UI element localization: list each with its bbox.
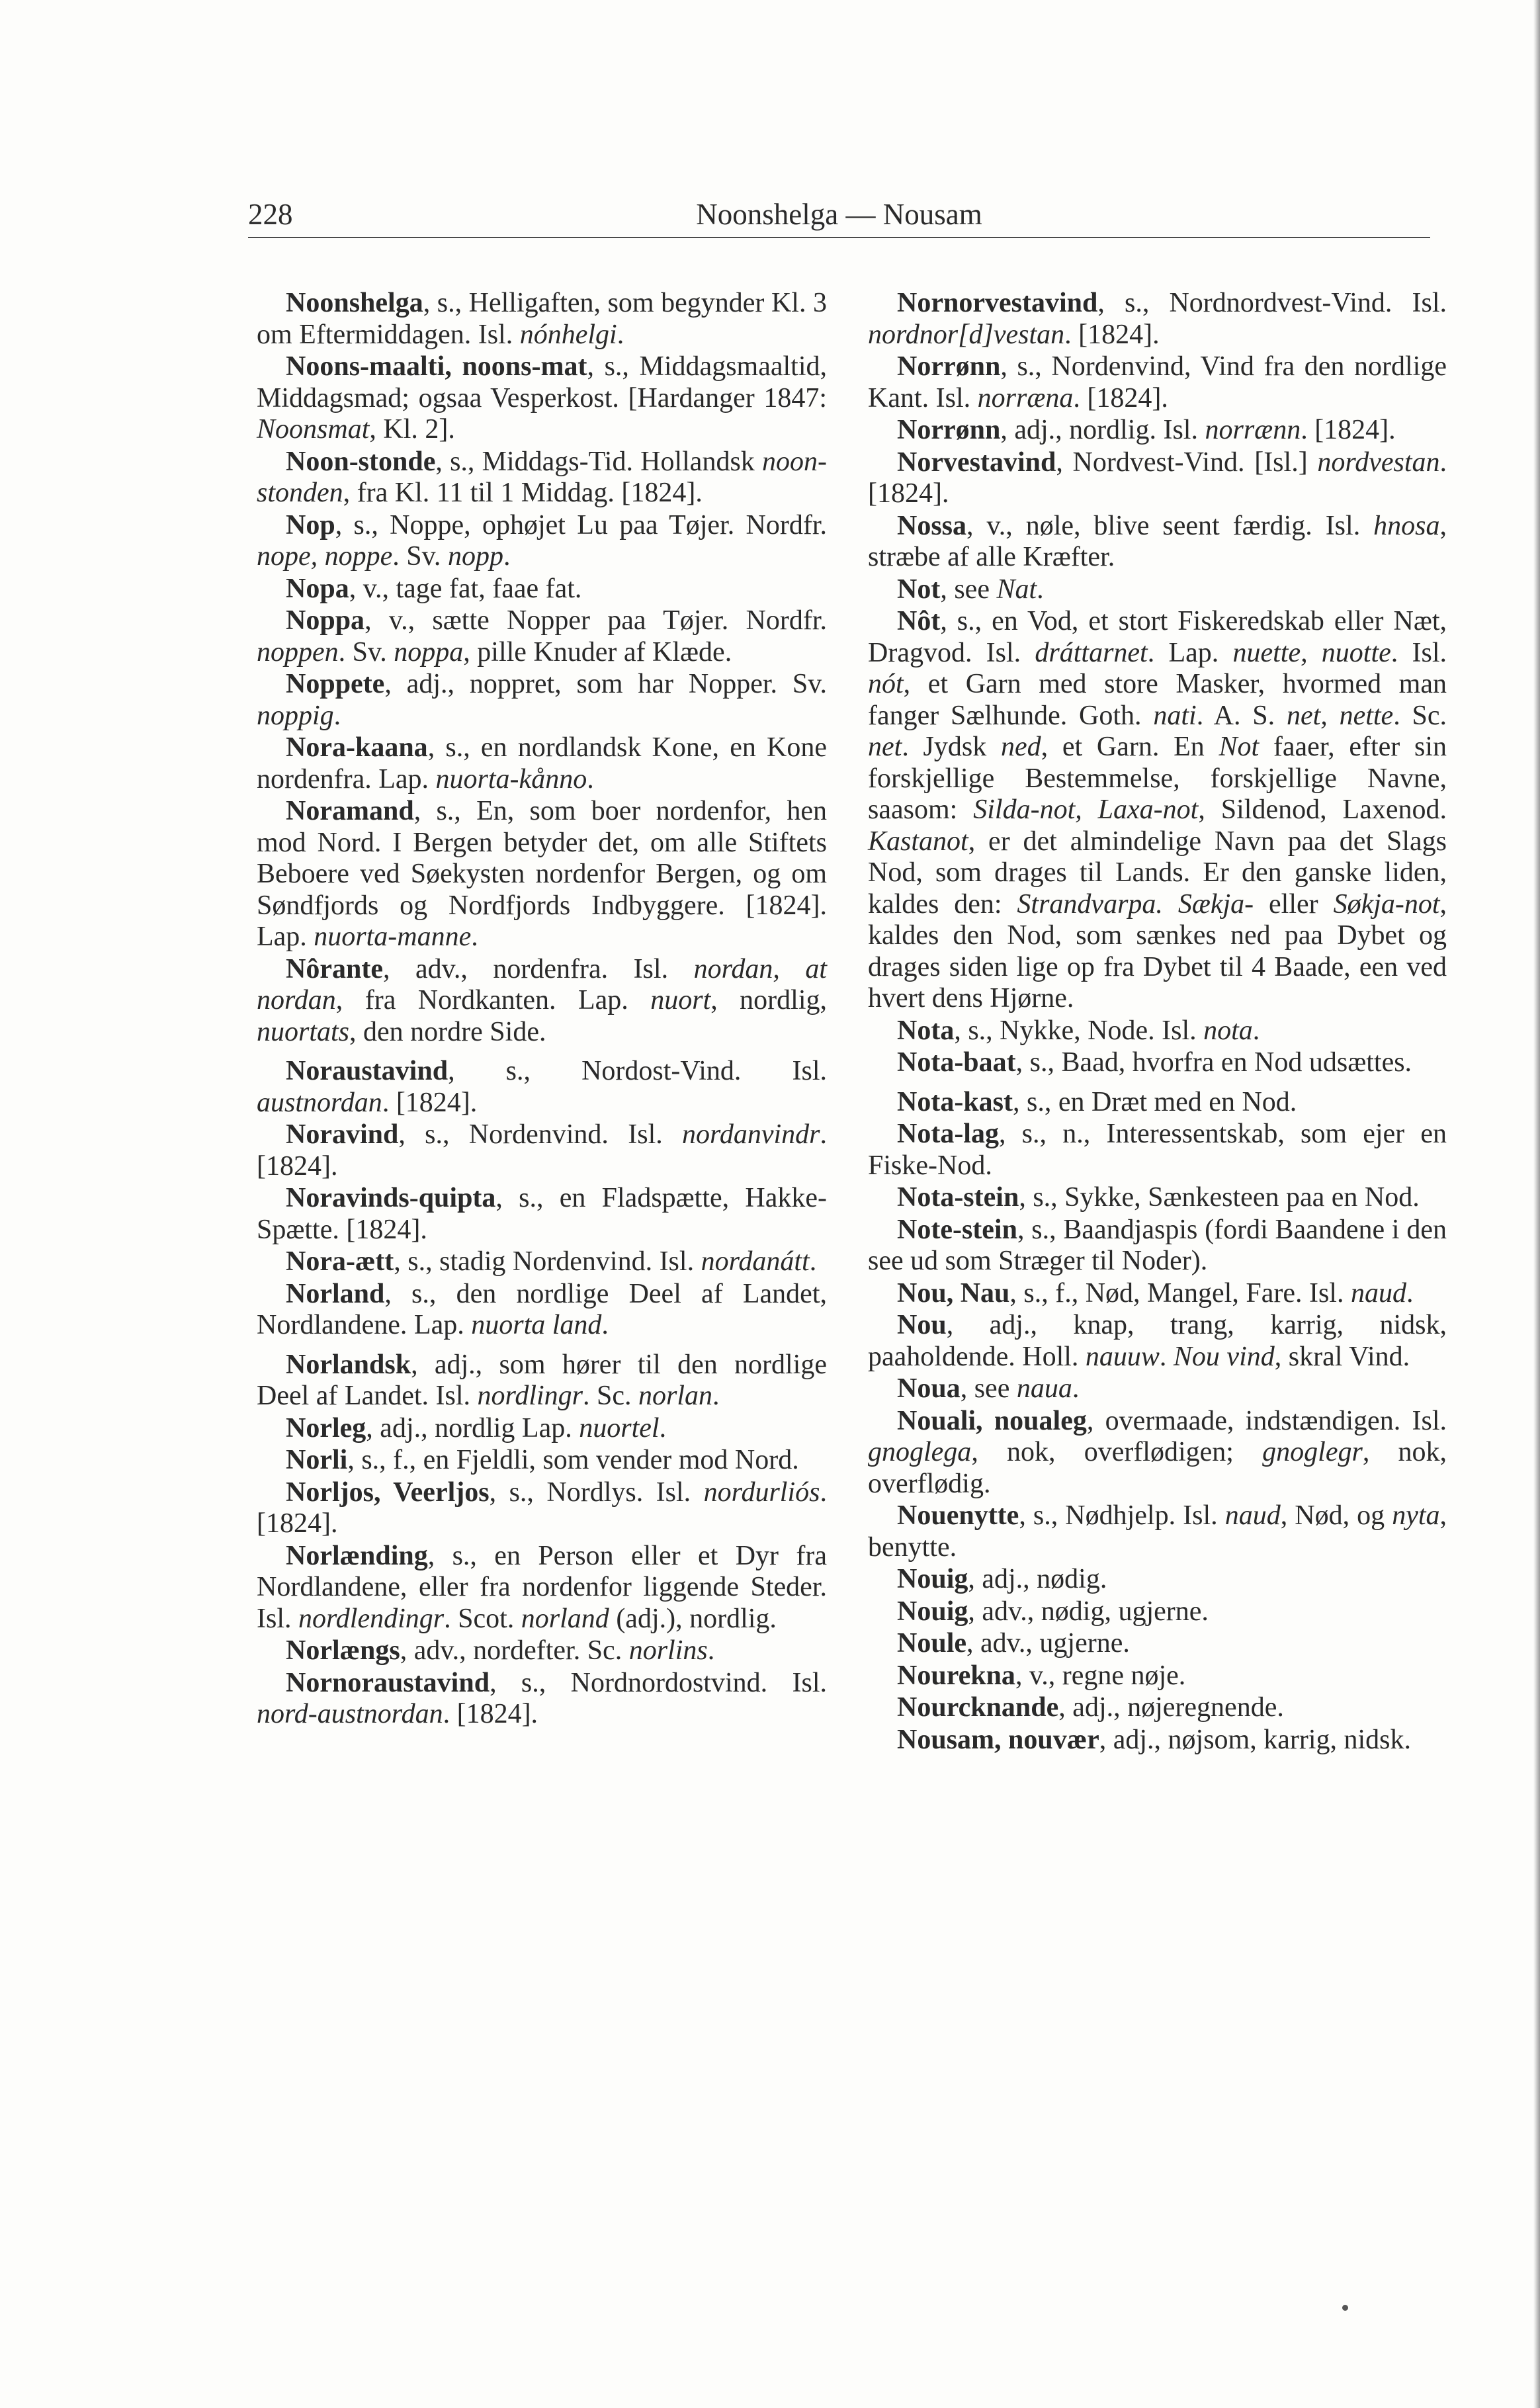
entry-headword: Noppa <box>286 605 365 636</box>
entry-text: , benytte. <box>868 1500 1447 1563</box>
entry-text: , s., Noppe, ophøjet Lu paa Tøjer. Nordfr. <box>335 509 827 540</box>
dictionary-entry <box>868 288 1447 351</box>
entry-italic-term: Silda-not, Laxa-not <box>973 795 1199 825</box>
entry-italic-term: nuorta land <box>471 1310 602 1340</box>
dictionary-entry <box>868 606 1447 1015</box>
entry-italic-term: nordurliós <box>703 1477 820 1508</box>
entry-text: , adv., ugjerne. <box>966 1628 1130 1658</box>
entry-italic-term: nati <box>1153 700 1197 731</box>
entry-text: , skral Vind. <box>1274 1341 1410 1372</box>
dictionary-entry <box>868 1015 1447 1047</box>
entry-text: , overmaade, indstændigen. Isl. <box>1086 1405 1447 1436</box>
entry-text: (adj.), nordlig. <box>609 1603 777 1634</box>
dictionary-entry <box>868 1692 1447 1724</box>
entry-text: , s., Nordenvind, Vind fra den nordlige Kant. Isl. <box>868 351 1447 413</box>
entry-italic-term: nuort <box>650 985 711 1015</box>
entry-italic-term: nordanvindr <box>682 1119 820 1150</box>
entry-text: , Kl. 2]. <box>369 414 455 445</box>
entry-text: , adj., nøjsom, karrig, nidsk. <box>1099 1724 1412 1755</box>
entry-headword: Nornorvestavind <box>897 288 1098 318</box>
entry-italic-term: naud <box>1224 1500 1281 1531</box>
entry-headword: Nora-kaana <box>286 732 428 763</box>
dictionary-entry <box>257 1635 827 1667</box>
entry-text: , s., Nødhjelp. Isl. <box>1019 1500 1225 1531</box>
entry-italic-term: net, nette <box>1286 700 1394 731</box>
entry-headword: Nouenytte <box>897 1500 1019 1531</box>
entry-text: . <box>471 922 478 952</box>
entry-text: , pille Knuder af Klæde. <box>463 636 732 667</box>
entry-text: , er det almindelige Navn paa det Slags Nod, som drages til Lands. Er den ganske liden, kaldes den: <box>868 826 1447 920</box>
dictionary-entry <box>257 954 827 1049</box>
dictionary-entry <box>868 1047 1447 1079</box>
entry-text: , s., Nordnordostvind. Isl. <box>490 1667 827 1698</box>
entry-text: . [1824]. <box>443 1699 538 1729</box>
entry-text: , s., n., Interessentskab, som ejer en Fiske-Nod. <box>868 1119 1447 1181</box>
entry-headword: Nota-kast <box>897 1086 1013 1117</box>
entry-text: , adj., som hører til den nordlige Deel af Landet. Isl. <box>257 1349 827 1411</box>
dictionary-entry <box>257 1279 827 1342</box>
entry-italic-term: gnoglegr <box>1262 1437 1363 1467</box>
entry-text: , s., f., en Fjeldli, som vender mod Nord. <box>347 1445 799 1475</box>
entry-headword: Nota-stein <box>897 1182 1019 1213</box>
entry-text: , den nordre Side. <box>349 1016 546 1047</box>
dictionary-entry <box>257 288 827 351</box>
entry-headword: Noule <box>897 1628 966 1658</box>
entry-headword: Noravinds-quipta <box>286 1183 496 1213</box>
dictionary-entry <box>868 1596 1447 1628</box>
entry-text: , nok, overflødigen; <box>971 1437 1263 1467</box>
entry-italic-term: norræna <box>977 382 1074 413</box>
entry-italic-term: nordlingr <box>477 1381 583 1411</box>
entry-text: , adv., nordefter. Sc. <box>400 1635 629 1666</box>
dictionary-entry <box>257 1183 827 1246</box>
entry-headword: Nopa <box>286 573 349 604</box>
entry-headword: Nourekna <box>897 1660 1015 1691</box>
entry-headword: Norlandsk <box>286 1349 411 1380</box>
entry-text: . <box>587 763 594 795</box>
entry-text: . <box>1159 1341 1174 1372</box>
entry-text: , adj., nordlig Lap. <box>366 1412 579 1443</box>
entry-text: . A. S. <box>1196 700 1287 731</box>
entry-text: eller <box>1254 888 1334 920</box>
entry-headword: Nossa <box>897 510 967 541</box>
entry-text: , Sildenod, Laxenod. <box>1198 795 1447 825</box>
entry-text: . [1824]. <box>1301 415 1396 445</box>
entry-italic-term: nordanátt <box>701 1246 810 1277</box>
entry-text: . <box>1072 1373 1080 1404</box>
entry-italic-term: nuorta-manne <box>314 922 472 952</box>
entry-text: , v., tage fat, faae fat. <box>349 573 582 604</box>
entry-text: . <box>659 1412 667 1443</box>
dictionary-entry <box>868 351 1447 414</box>
entry-italic-term: noppa <box>394 636 464 667</box>
entry-headword: Norljos, Veerljos <box>286 1477 490 1508</box>
entry-italic-term: ned <box>1000 732 1041 762</box>
entry-italic-term: Søkja-not <box>1333 888 1440 920</box>
page-title: Noonshelga — Nousam <box>696 198 982 231</box>
entry-text: , adv., nødig, ugjerne. <box>968 1596 1209 1627</box>
entry-text: , v., regne nøje. <box>1015 1660 1186 1691</box>
dictionary-entry <box>868 1628 1447 1660</box>
entry-text: , s., stadig Nordenvind. Isl. <box>394 1246 701 1277</box>
page-number: 228 <box>248 198 293 231</box>
dictionary-entry <box>257 447 827 509</box>
entry-text: , s., Helligaften, som begynder Kl. 3 om Eftermiddagen. Isl. <box>257 288 827 350</box>
entry-headword: Nou, Nau <box>897 1277 1010 1309</box>
entry-text: , v., sætte Nopper paa Tøjer. Nordfr. <box>364 605 827 636</box>
dictionary-entry <box>868 574 1447 606</box>
entry-headword: Nouig <box>897 1596 968 1627</box>
entry-headword: Noppete <box>286 669 385 699</box>
dictionary-entry <box>257 1056 827 1119</box>
entry-text: . [1824]. <box>1064 319 1160 350</box>
entry-headword: Nota-baat <box>897 1047 1016 1078</box>
entry-text: , adj., noppret, som har Nopper. Sv. <box>384 669 827 699</box>
entry-text: . Jydsk <box>902 732 1001 762</box>
entry-text: , s., Middagsmaaltid, Middagsmad; ogsaa Vesperkost. [Hardanger 1847: <box>257 351 827 413</box>
ink-speck <box>1342 2305 1348 2311</box>
entry-text: , nordlig, <box>710 985 827 1015</box>
dictionary-entry <box>257 574 827 605</box>
entry-italic-term: norlins <box>628 1635 708 1666</box>
entry-text: . <box>333 700 341 731</box>
dictionary-entry <box>868 1087 1447 1119</box>
entry-text: . Lap. <box>1147 637 1233 668</box>
entry-headword: Norrønn <box>897 351 1001 382</box>
entry-text: , adj., nordlig. Isl. <box>1000 415 1205 445</box>
dictionary-entry <box>868 1406 1447 1500</box>
entry-italic-term: austnordan <box>257 1087 382 1118</box>
entry-italic-term: Strandvarpa. Sækja- <box>1017 888 1254 920</box>
entry-headword: Noons-maalti, noons-mat <box>286 351 587 382</box>
dictionary-entry <box>257 732 827 795</box>
entry-italic-term: nota <box>1203 1015 1253 1046</box>
entry-headword: Norlænding <box>286 1540 428 1571</box>
dictionary-entry <box>257 796 827 953</box>
entry-text: . <box>617 319 624 350</box>
entry-text: , s., en Person eller et Dyr fra Nordlandene, eller fra nordenfor liggende Steder. Isl. <box>257 1540 827 1634</box>
entry-text: . <box>809 1246 817 1277</box>
entry-italic-term: nónhelgi <box>519 319 617 350</box>
entry-headword: Nouig <box>897 1564 968 1594</box>
entry-italic-term: nordlendingr <box>298 1603 445 1634</box>
dictionary-entry <box>868 1373 1447 1405</box>
entry-headword: Noramand <box>286 796 414 826</box>
entry-headword: Nôt <box>897 606 941 636</box>
entry-text: . Sc. <box>1393 700 1447 731</box>
dictionary-entry <box>257 1445 827 1477</box>
entry-italic-term: Not <box>1219 732 1260 762</box>
entry-italic-term: dráttarnet <box>1035 637 1148 668</box>
entry-italic-term: hnosa <box>1373 510 1440 541</box>
dictionary-entry <box>868 1215 1447 1277</box>
entry-italic-term: nordnor[d]vestan <box>868 319 1065 350</box>
entry-text: , s., f., Nød, Mangel, Fare. Isl. <box>1009 1277 1351 1309</box>
entry-headword: Noravind <box>286 1119 399 1150</box>
entry-italic-term: noon-stonden <box>257 446 827 508</box>
entry-italic-term: Nou vind <box>1173 1341 1275 1372</box>
entry-headword: Nop <box>286 509 335 540</box>
entry-text: . [1824]. <box>868 447 1447 509</box>
entry-headword: Norli <box>286 1445 348 1475</box>
entry-text: , nok, overflødig. <box>868 1437 1447 1499</box>
entry-text: . [1824]. <box>257 1477 827 1539</box>
entry-italic-term: Nat <box>996 574 1037 605</box>
entry-text: , s., Nordenvind. Isl. <box>398 1119 683 1150</box>
entry-text: , s., Middags-Tid. Hollandsk <box>435 446 762 477</box>
entry-headword: Norlængs <box>286 1635 400 1666</box>
entry-text: , Nød, og <box>1280 1500 1392 1531</box>
dictionary-entry <box>257 605 827 668</box>
entry-italic-term: norland <box>521 1603 609 1634</box>
entry-text: , s., en Fladspætte, Hakke-Spætte. [1824]. <box>257 1183 827 1245</box>
entry-text: , s., Nordnordvest-Vind. Isl. <box>1097 288 1447 318</box>
entry-italic-term: nyta <box>1392 1500 1440 1531</box>
entry-headword: Norland <box>286 1278 385 1309</box>
entry-headword: Nota <box>897 1015 955 1046</box>
dictionary-entry <box>257 351 827 446</box>
entry-italic-term: nord-austnordan <box>257 1699 443 1729</box>
dictionary-entry <box>868 1500 1447 1563</box>
entry-text: , fra Kl. 11 til 1 Middag. [1824]. <box>343 478 703 508</box>
entry-italic-term: nuortel <box>579 1412 660 1443</box>
entry-text: . <box>712 1381 720 1411</box>
entry-headword: Nota-lag <box>897 1119 999 1149</box>
dictionary-entry <box>257 1119 827 1182</box>
entry-text: , s., Nordlys. Isl. <box>489 1477 704 1508</box>
entry-headword: Nora-ætt <box>286 1246 394 1277</box>
entry-italic-term: nordvestan <box>1317 447 1440 478</box>
entry-italic-term: norlan <box>638 1381 713 1411</box>
dictionary-entry <box>868 1278 1447 1310</box>
entry-headword: Noonshelga <box>286 288 423 318</box>
dictionary-entry <box>868 1564 1447 1596</box>
dictionary-entry <box>868 1119 1447 1182</box>
entry-text: , s., den nordlige Deel af Landet, Nordlandene. Lap. <box>257 1278 827 1340</box>
left-column <box>257 288 827 1731</box>
entry-italic-term: norrænn <box>1205 415 1301 445</box>
entry-text: , s., Sykke, Sænkesteen paa en Nod. <box>1019 1182 1420 1213</box>
header-rule <box>248 237 1430 238</box>
entry-headword: Nornoraustavind <box>286 1667 490 1698</box>
entry-italic-term: nopp <box>447 541 503 572</box>
entry-italic-term: gnoglega <box>868 1437 972 1467</box>
entry-text: . <box>1406 1277 1414 1309</box>
entry-text: . <box>1252 1015 1260 1046</box>
entry-headword: Noon-stonde <box>286 446 436 477</box>
entry-text: , adv., nordenfra. Isl. <box>382 953 694 984</box>
dictionary-entry <box>257 1413 827 1445</box>
entry-text: . <box>1037 574 1044 605</box>
entry-headword: Nou <box>897 1310 947 1340</box>
entry-text: , s., en nordlandsk Kone, en Kone nordenfra. Lap. <box>257 732 827 795</box>
page-edge-shadow <box>1533 0 1540 2408</box>
entry-headword: Note-stein <box>897 1214 1017 1245</box>
dictionary-entry <box>257 669 827 732</box>
entry-italic-term: net <box>868 732 902 762</box>
entry-text: , v., nøle, blive seent færdig. Isl. <box>966 510 1374 541</box>
entry-text: , s., En, som boer nordenfor, hen mod Nord. I Bergen betyder det, om alle Stiftets Beboere ved Søekysten nordenfor Bergen, og om Søndfjords og Nordfjords Indbyggere. [1824]. Lap. <box>257 796 827 952</box>
running-head <box>248 193 1430 236</box>
dictionary-entry <box>257 510 827 573</box>
entry-italic-term: naud <box>1350 1277 1406 1309</box>
entry-italic-term: noppen <box>257 636 339 667</box>
entry-text: , kaldes den Nod, som sænkes ned paa Dybet og drages siden lige op fra Dybet til 4 Baade, een ved hvert dens Hjørne. <box>868 888 1447 1013</box>
entry-headword: Nôrante <box>286 953 383 984</box>
entry-text: . [1824]. <box>1073 382 1168 413</box>
entry-headword: Noraustavind <box>286 1056 449 1086</box>
dictionary-entry <box>257 1477 827 1540</box>
entry-text: . <box>707 1635 715 1666</box>
entry-headword: Norrønn <box>897 415 1001 445</box>
entry-text: . Sv. <box>392 541 448 572</box>
entry-text: . <box>601 1310 609 1340</box>
entry-headword: Nourcknande <box>897 1692 1059 1723</box>
entry-text: , s., en Vod, et stort Fiskeredskab eller Næt, Dragvod. Isl. <box>868 606 1447 668</box>
entry-headword: Noua <box>897 1373 961 1404</box>
entry-text: , et Garn med store Masker, hvormed man fanger Sælhunde. Goth. <box>868 669 1447 731</box>
entry-text: . Scot. <box>444 1603 521 1634</box>
dictionary-entry <box>868 1660 1447 1692</box>
entry-text: , et Garn. En <box>1041 732 1219 762</box>
dictionary-entry <box>868 447 1447 510</box>
entry-text: , adj., nødig. <box>968 1564 1107 1594</box>
entry-headword: Norleg <box>286 1412 366 1443</box>
dictionary-entry <box>257 1350 827 1412</box>
dictionary-entry <box>868 1310 1447 1373</box>
entry-text: . Sc. <box>583 1381 638 1411</box>
entry-italic-term: Noonsmat <box>257 414 370 445</box>
right-column <box>868 288 1447 1756</box>
entry-italic-term: nordan, at nordan <box>257 953 827 1015</box>
entry-text: , adj., nøjeregnende. <box>1058 1692 1284 1723</box>
entry-italic-term: naua <box>1016 1373 1072 1404</box>
entry-text: , s., en Dræt med en Nod. <box>1013 1086 1297 1117</box>
entry-text: . Sv. <box>338 636 394 667</box>
dictionary-entry <box>257 1668 827 1731</box>
entry-text: , stræbe af alle Kræfter. <box>868 510 1447 572</box>
dictionary-entry <box>868 1182 1447 1214</box>
entry-text: . <box>503 541 511 572</box>
entry-text: , s., Baandjaspis (fordi Baandene i den see ud som Stræger til Noder). <box>868 1214 1447 1276</box>
entry-italic-term: nope, noppe <box>257 541 393 572</box>
entry-text: , adj., knap, trang, karrig, nidsk, paaholdende. Holl. <box>868 1310 1447 1372</box>
entry-italic-term: Kastanot <box>868 826 968 857</box>
entry-text: , s., Baad, hvorfra en Nod udsættes. <box>1015 1047 1412 1078</box>
dictionary-entry <box>868 415 1447 447</box>
dictionary-entry <box>868 1725 1447 1756</box>
entry-italic-term: nuorta-kånno <box>435 763 587 795</box>
entry-text: , see <box>940 574 997 605</box>
entry-text: , see <box>960 1373 1017 1404</box>
entry-text: faaer, efter sin forskjellige Bestemmelse, forskjellige Navne, saasom: <box>868 732 1447 825</box>
entry-headword: Norvestavind <box>897 447 1056 478</box>
entry-italic-term: nauuw <box>1085 1341 1160 1372</box>
entry-text: , s., Nykke, Node. Isl. <box>954 1015 1204 1046</box>
entry-text: , fra Nordkanten. Lap. <box>335 985 651 1015</box>
dictionary-entry <box>868 511 1447 574</box>
entry-text: . [1824]. <box>382 1087 478 1118</box>
entry-text: . [1824]. <box>257 1119 827 1182</box>
dictionary-entry <box>257 1541 827 1635</box>
entry-text: . Isl. <box>1390 637 1447 668</box>
entry-text: , Nordvest-Vind. [Isl.] <box>1056 447 1318 478</box>
entry-italic-term: nuette, nuotte <box>1232 637 1391 668</box>
entry-headword: Nousam, nouvær <box>897 1724 1099 1755</box>
entry-headword: Not <box>897 574 941 605</box>
entry-italic-term: nuortats <box>257 1016 350 1047</box>
entry-italic-term: nót <box>868 669 904 699</box>
dictionary-entry <box>257 1246 827 1278</box>
entry-headword: Nouali, noualeg <box>897 1405 1087 1436</box>
entry-text: , s., Nordost-Vind. Isl. <box>448 1056 827 1086</box>
entry-italic-term: noppig <box>257 700 334 731</box>
